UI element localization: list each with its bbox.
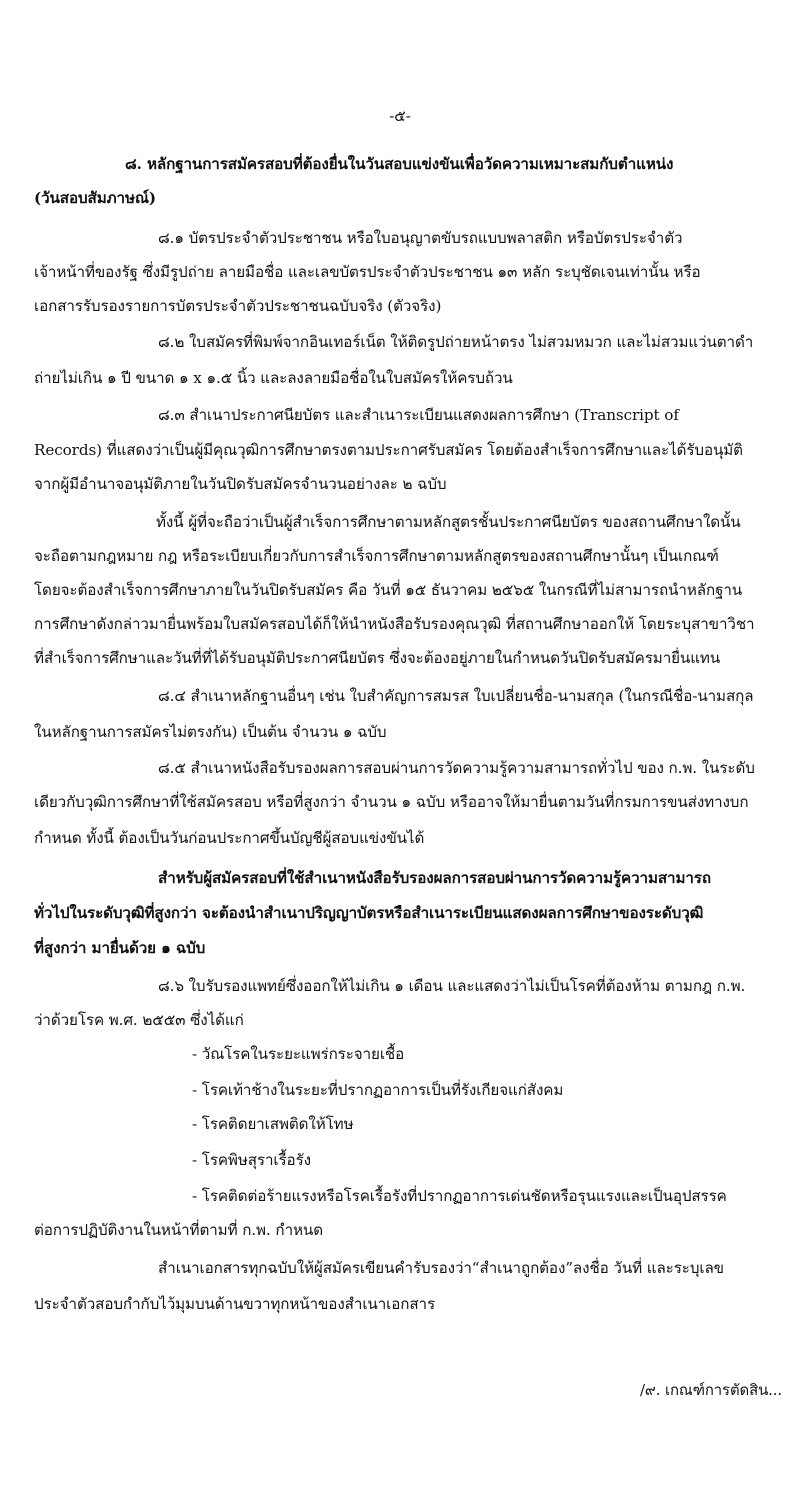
item-8-4: ๘.๔ สำเนาหลักฐานอื่นๆ เช่น ใบสำคัญการสมรส ใบเปลี่ยนชื่อ-นามสกุล (ในกรณีชื่อ-นามสกุล [158, 687, 754, 705]
note-paragraph-line-5: ที่สำเร็จการศึกษาและวันที่ที่ได้รับอนุมัติประกาศนียบัตร ซึ่งจะต้องอยู่ภายในกำหนดวันปิดรับสมัครมายื่นแทน [34, 649, 721, 667]
page-number: -๕- [389, 107, 411, 125]
note-paragraph-line-4: การศึกษาดังกล่าวมายื่นพร้อมใบสมัครสอบได้ก็ให้นำหนังสือรับรองคุณวุฒิ ที่สถานศึกษาออกให้ โดยระบุสาขาวิชา [34, 615, 755, 633]
section-8-heading: ๘. หลักฐานการสมัครสอบที่ต้องยื่นในวันสอบแข่งขันเพื่อวัดความเหมาะสมกับตำแหน่ง [125, 155, 674, 173]
note-paragraph-line-3: โดยจะต้องสำเร็จการศึกษาภายในวันปิดรับสมัคร คือ วันที่ ๑๕ ธันวาคม ๒๕๖๕ ในกรณีที่ไม่สามารถนำหลักฐาน [34, 581, 743, 599]
item-8-4-line-2: ในหลักฐานการสมัครไม่ตรงกัน) เป็นต้น จำนวน ๑ ฉบับ [34, 723, 387, 741]
disease-item: - โรคเท้าช้างในระยะที่ปรากฏอาการเป็นที่รังเกียจแก่สังคม [192, 1081, 564, 1099]
item-8-5: ๘.๕ สำเนาหนังสือรับรองผลการสอบผ่านการวัดความรู้ความสามารถทั่วไป ของ ก.พ. ในระดับ [158, 759, 755, 777]
item-8-2-line-2: ถ่ายไม่เกิน ๑ ปี ขนาด ๑ x ๑.๕ นิ้ว และลงลายมือชื่อในใบสมัครให้ครบถ้วน [34, 369, 513, 387]
item-8-1: ๘.๑ บัตรประจำตัวประชาชน หรือใบอนุญาตขับรถแบบพลาสติก หรือบัตรประจำตัว [158, 229, 683, 247]
certification-note: สำเนาเอกสารทุกฉบับให้ผู้สมัครเขียนคำรับรองว่า“สำเนาถูกต้อง”ลงชื่อ วันที่ และระบุเลข [158, 1259, 724, 1277]
item-8-6: ๘.๖ ใบรับรองแพทย์ซึ่งออกให้ไม่เกิน ๑ เดือน และแสดงว่าไม่เป็นโรคที่ต้องห้าม ตามกฎ ก.พ. [158, 977, 746, 995]
item-8-5-line-2: เดียวกับวุฒิการศึกษาที่ใช้สมัครสอบ หรือที่สูงกว่า จำนวน ๑ ฉบับ หรืออาจให้มายื่นตามวันที่กรมการขนส่งทางบก [34, 793, 749, 811]
item-8-5-line-3: กำหนด ทั้งนี้ ต้องเป็นวันก่อนประกาศขึ้นบัญชีผู้สอบแข่งขันได้ [34, 829, 425, 847]
disease-item-line-2: ต่อการปฏิบัติงานในหน้าที่ตามที่ ก.พ. กำหนด [34, 1221, 323, 1239]
item-8-2: ๘.๒ ใบสมัครที่พิมพ์จากอินเทอร์เน็ต ให้ติดรูปถ่ายหน้าตรง ไม่สวมหมวก และไม่สวมแว่นตาดำ [158, 333, 754, 351]
item-8-3-line-3: จากผู้มีอำนาจอนุมัติภายในวันปิดรับสมัครจำนวนอย่างละ ๒ ฉบับ [34, 475, 447, 493]
disease-item: - โรคพิษสุราเรื้อรัง [192, 1151, 311, 1169]
item-8-1-line-3: เอกสารรับรองรายการบัตรประจำตัวประชาชนฉบับจริง (ตัวจริง) [34, 297, 442, 315]
note-paragraph-line-2: จะถือตามกฎหมาย กฎ หรือระเบียบเกี่ยวกับการสำเร็จการศึกษาตามหลักสูตรของสถานศึกษานั้นๆ เป็นเกณฑ์ [34, 547, 719, 565]
higher-degree-note-line-3: ที่สูงกว่า มายื่นด้วย ๑ ฉบับ [34, 939, 206, 957]
certification-note-line-2: ประจำตัวสอบกำกับไว้มุมบนด้านขวาทุกหน้าของสำเนาเอกสาร [34, 1295, 435, 1313]
note-paragraph: ทั้งนี้ ผู้ที่จะถือว่าเป็นผู้สำเร็จการศึกษาตามหลักสูตรชั้นประกาศนียบัตร ของสถานศึกษาใดนั้น [156, 513, 741, 531]
item-8-1-line-2: เจ้าหน้าที่ของรัฐ ซึ่งมีรูปถ่าย ลายมือชื่อ และเลขบัตรประจำตัวประชาชน ๑๓ หลัก ระบุชัดเจนเท่านั้น หรือ [34, 263, 701, 281]
item-8-3: ๘.๓ สำเนาประกาศนียบัตร และสำเนาระเบียนแสดงผลการศึกษา (Transcript of [158, 406, 679, 424]
disease-item: - วัณโรคในระยะแพร่กระจายเชื้อ [192, 1045, 405, 1063]
higher-degree-note-line-2: ทั่วไปในระดับวุฒิที่สูงกว่า จะต้องนำสำเนาปริญญาบัตรหรือสำเนาระเบียนแสดงผลการศึกษาของระดับวุฒิ [34, 904, 704, 922]
continuation-note: /๙. เกณฑ์การตัดสิน... [640, 1381, 783, 1399]
item-8-6-line-2: ว่าด้วยโรค พ.ศ. ๒๕๕๓ ซึ่งได้แก่ [34, 1011, 244, 1029]
section-8-heading-cont: (วันสอบสัมภาษณ์) [34, 189, 156, 207]
item-8-3-line-2: Records) ที่แสดงว่าเป็นผู้มีคุณวุฒิการศึกษาตรงตามประกาศรับสมัคร โดยต้องสำเร็จการศึกษาและได้รับอนุมัติ [34, 441, 743, 459]
disease-item: - โรคติดยาเสพติดให้โทษ [192, 1115, 354, 1133]
disease-item: - โรคติดต่อร้ายแรงหรือโรคเรื้อรังที่ปรากฏอาการเด่นชัดหรือรุนแรงและเป็นอุปสรรค [192, 1187, 727, 1205]
higher-degree-note: สำหรับผู้สมัครสอบที่ใช้สำเนาหนังสือรับรองผลการสอบผ่านการวัดความรู้ความสามารถ [158, 869, 711, 887]
